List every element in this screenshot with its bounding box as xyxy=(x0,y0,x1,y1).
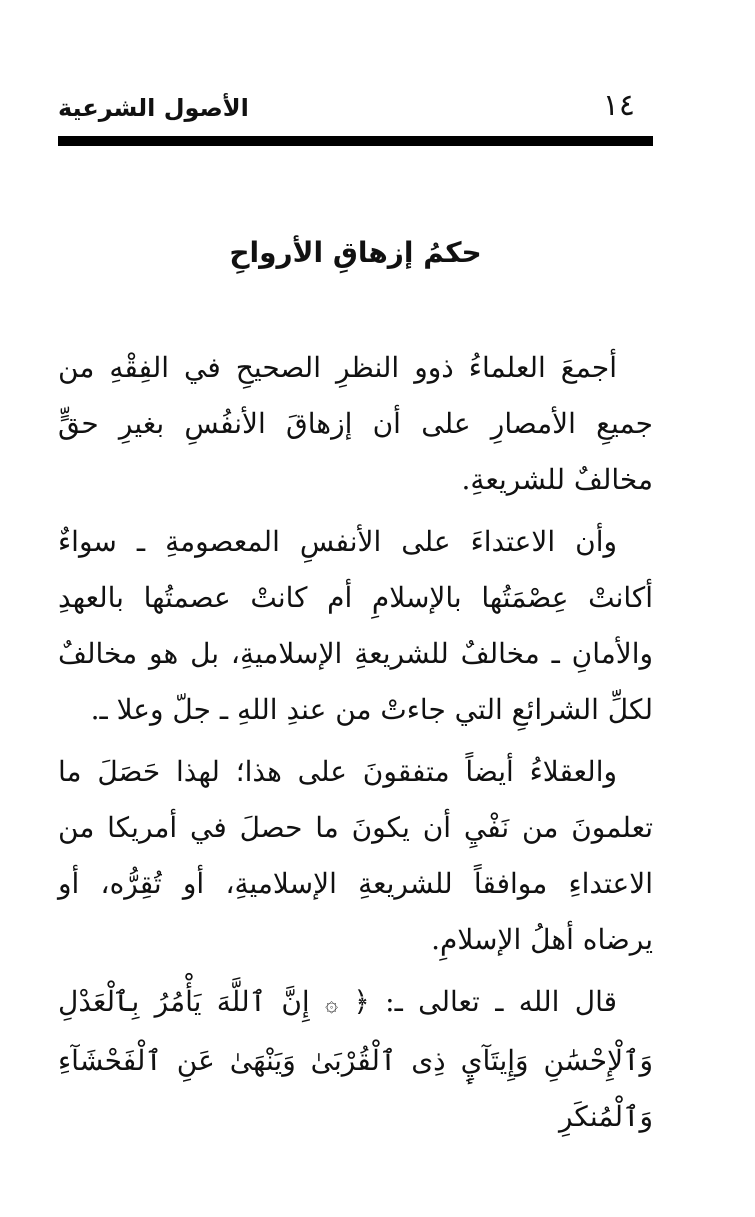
paragraph-2: وأن الاعتداءَ على الأنفسِ المعصومةِ ـ سواءٌ أكانتْ عِصْمَتُها بالإسلامِ أم كانتْ عصمتُها بالعهدِ والأمانِ ـ مخالفٌ للشريعةِ الإسلاميةِ، بل هو مخالفٌ لكلِّ الشرائعِ التي جاءتْ من عندِ اللهِ ـ جلّ وعلا ـ. xyxy=(58,525,653,726)
paragraph-1: أجمعَ العلماءُ ذوو النظرِ الصحيحِ في الفِقْهِ من جميعِ الأمصارِ على أن إزهاقَ الأنفُسِ بغيرِ حقٍّ مخالفٌ للشريعةِ. xyxy=(58,351,653,496)
page-number: ١٤ xyxy=(602,88,635,123)
running-book-title: الأصول الشرعية xyxy=(58,94,249,122)
body-text xyxy=(58,340,653,1151)
header-divider xyxy=(58,136,653,146)
quran-quote xyxy=(58,974,653,1145)
quote-verse: إِنَّ ٱللَّهَ يَأْمُرُ بِٱلْعَدْلِ وَٱلْإِحْسَٰنِ وَإِيتَآيِٕ ذِى ٱلْقُرْبَىٰ وَيَنْهَىٰ عَنِ ٱلْفَحْشَآءِ وَٱلْمُنكَرِ xyxy=(58,985,653,1133)
verse-ornament-icon: ۞ xyxy=(325,992,338,1017)
page-header xyxy=(58,84,653,134)
chapter-title: حكمُ إزهاقِ الأرواحِ xyxy=(229,236,482,269)
paragraph-3: والعقلاءُ أيضاً متفقونَ على هذا؛ لهذا حَصَلَ ما تعلمونَ من نَفْيِ أن يكونَ ما حصلَ في أمريكا من الاعتداءِ موافقاً للشريعةِ الإسلاميةِ، أو تُقِرُّه، أو يرضاه أهلُ الإسلامِ. xyxy=(58,755,653,956)
quote-intro: قال الله ـ تعالى ـ: xyxy=(385,985,618,1018)
quote-open-bracket: ﴿ xyxy=(353,985,370,1018)
